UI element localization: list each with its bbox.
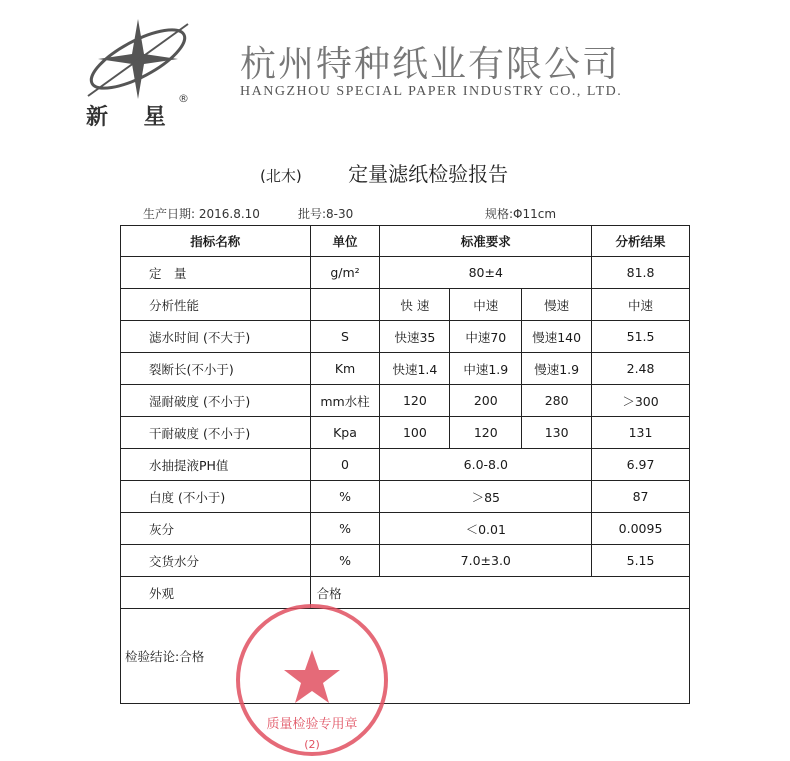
row-appearance-result: 合格 xyxy=(310,577,689,609)
table-row xyxy=(121,545,690,577)
row-unit: Kpa xyxy=(310,417,380,449)
inspection-conclusion: 检验结论:合格 xyxy=(121,609,690,704)
row-standard-slow: 慢速 xyxy=(522,289,592,321)
row-result: ＞300 xyxy=(592,385,690,417)
table-row xyxy=(121,257,690,289)
table-row xyxy=(121,417,690,449)
table-row xyxy=(121,513,690,545)
row-standard-fast: 100 xyxy=(380,417,450,449)
stamp-inner-text: 质量检验专用章 xyxy=(266,717,358,732)
star-orbit-icon xyxy=(78,14,198,104)
row-unit: mm水柱 xyxy=(310,385,380,417)
row-name: 水抽提液PH值 xyxy=(121,449,311,481)
row-standard-medium: 中速1.9 xyxy=(450,353,522,385)
row-standard: ＜0.01 xyxy=(380,513,592,545)
table-row xyxy=(121,577,690,609)
report-subtitle: (北木) xyxy=(260,167,302,185)
conclusion-row xyxy=(121,609,690,704)
table-row xyxy=(121,321,690,353)
row-unit: S xyxy=(310,321,380,353)
row-name: 白度 (不小于) xyxy=(121,481,311,513)
row-result: 2.48 xyxy=(592,353,690,385)
row-unit: % xyxy=(310,513,380,545)
report-title xyxy=(260,158,508,187)
row-unit: % xyxy=(310,545,380,577)
row-name: 干耐破度 (不小于) xyxy=(121,417,311,449)
row-standard-slow: 慢速1.9 xyxy=(522,353,592,385)
row-standard-slow: 慢速140 xyxy=(522,321,592,353)
row-standard-medium: 120 xyxy=(450,417,522,449)
header-cell: 指标名称 xyxy=(121,226,311,257)
table-row xyxy=(121,289,690,321)
table-header-row xyxy=(121,226,690,257)
report-main-title: 定量滤纸检验报告 xyxy=(348,162,509,186)
production-date: 生产日期: 2016.8.10 xyxy=(143,207,260,221)
registered-mark: ® xyxy=(178,92,189,105)
row-standard-fast: 快速35 xyxy=(380,321,450,353)
row-standard: ＞85 xyxy=(380,481,592,513)
row-result: 6.97 xyxy=(592,449,690,481)
row-name: 分析性能 xyxy=(121,289,311,321)
row-unit: 0 xyxy=(310,449,380,481)
batch-number: 批号:8-30 xyxy=(298,207,354,221)
row-result: 87 xyxy=(592,481,690,513)
row-result: 0.0095 xyxy=(592,513,690,545)
row-standard-medium: 中速70 xyxy=(450,321,522,353)
table-row xyxy=(121,481,690,513)
table-row xyxy=(121,353,690,385)
row-standard-fast: 快 速 xyxy=(380,289,450,321)
row-result: 5.15 xyxy=(592,545,690,577)
row-result: 131 xyxy=(592,417,690,449)
specification: 规格:Φ11cm xyxy=(485,207,557,221)
row-unit: Km xyxy=(310,353,380,385)
row-name: 外观 xyxy=(121,577,311,609)
row-result: 51.5 xyxy=(592,321,690,353)
row-name: 湿耐破度 (不小于) xyxy=(121,385,311,417)
row-name: 定 量 xyxy=(121,257,311,289)
row-standard-fast: 快速1.4 xyxy=(380,353,450,385)
row-standard: 6.0-8.0 xyxy=(380,449,592,481)
row-standard-slow: 280 xyxy=(522,385,592,417)
brand-name: 新 星 xyxy=(86,104,180,130)
header-cell: 标准要求 xyxy=(380,226,592,257)
row-result: 81.8 xyxy=(592,257,690,289)
row-standard: 80±4 xyxy=(380,257,592,289)
row-name: 交货水分 xyxy=(121,545,311,577)
stamp-number: (2) xyxy=(304,738,320,751)
row-unit: % xyxy=(310,481,380,513)
row-unit xyxy=(310,289,380,321)
row-standard: 7.0±3.0 xyxy=(380,545,592,577)
header-cell: 分析结果 xyxy=(592,226,690,257)
row-name: 灰分 xyxy=(121,513,311,545)
inspection-table xyxy=(120,225,690,704)
company-seal-stamp xyxy=(232,600,392,760)
company-name-cn: 杭州特种纸业有限公司 xyxy=(240,44,621,85)
row-standard-slow: 130 xyxy=(522,417,592,449)
company-name-en: HANGZHOU SPECIAL PAPER INDUSTRY CO., LTD. xyxy=(240,84,623,99)
table-row xyxy=(121,385,690,417)
row-standard-fast: 120 xyxy=(380,385,450,417)
row-unit: g/m² xyxy=(310,257,380,289)
row-name: 滤水时间 (不大于) xyxy=(121,321,311,353)
row-name: 裂断长(不小于) xyxy=(121,353,311,385)
table-row xyxy=(121,449,690,481)
row-standard-medium: 中速 xyxy=(450,289,522,321)
row-standard-medium: 200 xyxy=(450,385,522,417)
row-result: 中速 xyxy=(592,289,690,321)
header-cell: 单位 xyxy=(310,226,380,257)
